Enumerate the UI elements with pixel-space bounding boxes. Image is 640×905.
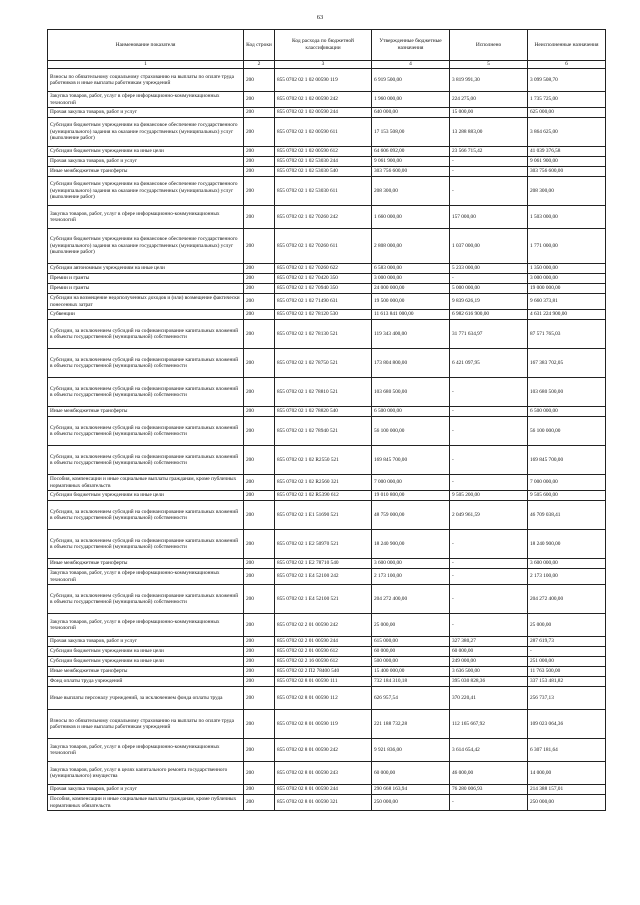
row-budget-code: 855 0702 02 1 02 78120 530 xyxy=(275,310,372,320)
table-row xyxy=(48,92,606,108)
table-row xyxy=(48,417,606,446)
column-number-row xyxy=(48,61,606,69)
row-budget-code: 855 0702 02 1 02 78940 521 xyxy=(275,417,372,446)
table-row xyxy=(48,614,606,637)
row-line-code: 200 xyxy=(244,118,275,147)
row-approved-amount: 626 957,54 xyxy=(372,687,450,710)
row-approved-amount: 6 919 500,00 xyxy=(372,69,450,92)
row-unexecuted-amount: 14 000,00 xyxy=(528,762,606,785)
row-line-code: 200 xyxy=(244,657,275,667)
row-executed-amount: - xyxy=(450,157,528,167)
row-indicator-name: Субсидии, за исключением субсидий на софинансирование капитальных вложений в объекты государственной (муниципальной) собственности xyxy=(48,378,244,407)
row-unexecuted-amount: 169 845 700,00 xyxy=(528,446,606,475)
row-unexecuted-amount: 3 099 508,70 xyxy=(528,69,606,92)
table-row xyxy=(48,491,606,501)
row-approved-amount: 64 606 092,00 xyxy=(372,147,450,157)
column-number: 5 xyxy=(450,61,528,69)
row-unexecuted-amount: 103 680 500,00 xyxy=(528,378,606,407)
row-indicator-name: Иные межбюджетные трансферты xyxy=(48,559,244,569)
row-executed-amount: - xyxy=(450,795,528,811)
row-unexecuted-amount: 287 619,73 xyxy=(528,637,606,647)
row-line-code: 200 xyxy=(244,108,275,118)
row-line-code: 200 xyxy=(244,349,275,378)
row-executed-amount: - xyxy=(450,559,528,569)
row-executed-amount: 395 030 828,36 xyxy=(450,677,528,687)
row-indicator-name: Пособия, компенсации и иные социальные выплаты гражданам, кроме публичных нормативных обязательств xyxy=(48,795,244,811)
row-executed-amount: 3 614 654,42 xyxy=(450,739,528,762)
row-approved-amount: 119 343 400,00 xyxy=(372,320,450,349)
row-unexecuted-amount: 9 061 900,00 xyxy=(528,157,606,167)
row-indicator-name: Иные межбюджетные трансферты xyxy=(48,667,244,677)
row-indicator-name: Субсидии автономным учреждениям на иные цели xyxy=(48,264,244,274)
row-indicator-name: Прочая закупка товаров, работ и услуг xyxy=(48,785,244,795)
row-approved-amount: 615 000,00 xyxy=(372,637,450,647)
row-budget-code: 855 0702 02 1 E4 52100 242 xyxy=(275,569,372,585)
table-row xyxy=(48,118,606,147)
row-line-code: 200 xyxy=(244,417,275,446)
table-row xyxy=(48,585,606,614)
table-row xyxy=(48,637,606,647)
column-number: 2 xyxy=(244,61,275,69)
row-executed-amount: 249 000,00 xyxy=(450,657,528,667)
row-indicator-name: Субсидии на возмещение недополученных доходов и (или) возмещение фактически понесенных затрат xyxy=(48,294,244,310)
table-body xyxy=(48,69,606,811)
row-indicator-name: Закупка товаров, работ, услуг в целях капитального ремонта государственного (муниципального) имущества xyxy=(48,762,244,785)
row-line-code: 200 xyxy=(244,147,275,157)
row-indicator-name: Субсидии бюджетным учреждениям на иные цели xyxy=(48,147,244,157)
row-unexecuted-amount: 337 153 481,82 xyxy=(528,677,606,687)
row-approved-amount: 17 153 508,00 xyxy=(372,118,450,147)
row-unexecuted-amount: 87 571 765,03 xyxy=(528,320,606,349)
row-budget-code: 855 0702 02 1 E2 50970 521 xyxy=(275,530,372,559)
row-executed-amount: 76 280 006,93 xyxy=(450,785,528,795)
row-executed-amount: 2 049 961,59 xyxy=(450,501,528,530)
row-line-code: 200 xyxy=(244,785,275,795)
row-executed-amount: 224 275,00 xyxy=(450,92,528,108)
row-budget-code: 855 0702 02 1 02 R2550 521 xyxy=(275,446,372,475)
row-indicator-name: Субсидии, за исключением субсидий на софинансирование капитальных вложений в объекты государственной (муниципальной) собственности xyxy=(48,530,244,559)
row-approved-amount: 208 300,00 xyxy=(372,177,450,206)
row-unexecuted-amount: 167 383 702,05 xyxy=(528,349,606,378)
row-executed-amount: - xyxy=(450,167,528,177)
budget-execution-table xyxy=(47,29,606,811)
table-row xyxy=(48,177,606,206)
row-budget-code: 855 0702 02 2 П2 78400 540 xyxy=(275,667,372,677)
row-approved-amount: 19 010 800,00 xyxy=(372,491,450,501)
row-line-code: 200 xyxy=(244,762,275,785)
row-executed-amount: 5 233 000,00 xyxy=(450,264,528,274)
row-line-code: 200 xyxy=(244,206,275,229)
row-executed-amount: 60 000,00 xyxy=(450,647,528,657)
row-executed-amount: - xyxy=(450,274,528,284)
row-unexecuted-amount: - xyxy=(528,647,606,657)
row-line-code: 200 xyxy=(244,69,275,92)
row-approved-amount: 9 921 836,00 xyxy=(372,739,450,762)
row-unexecuted-amount: 41 039 376,58 xyxy=(528,147,606,157)
row-indicator-name: Субвенции xyxy=(48,310,244,320)
row-budget-code: 855 0702 02 1 02 70260 622 xyxy=(275,264,372,274)
row-approved-amount: 169 845 700,00 xyxy=(372,446,450,475)
row-executed-amount: 327 380,27 xyxy=(450,637,528,647)
table-row xyxy=(48,569,606,585)
row-unexecuted-amount: 6 500 000,00 xyxy=(528,407,606,417)
row-line-code: 200 xyxy=(244,320,275,349)
table-row xyxy=(48,762,606,785)
row-budget-code: 855 0702 02 1 02 70260 242 xyxy=(275,206,372,229)
table-row xyxy=(48,69,606,92)
header-indicator-name: Наименование показателя xyxy=(48,30,244,61)
row-budget-code: 855 0702 02 8 01 00590 111 xyxy=(275,677,372,687)
row-unexecuted-amount: 204 272 400,00 xyxy=(528,585,606,614)
row-indicator-name: Субсидии бюджетным учреждениям на финансовое обеспечение государственного (муниципального) задания на оказание государственных (муниципальных) услуг (выполнение работ) xyxy=(48,177,244,206)
row-executed-amount: 157 000,00 xyxy=(450,206,528,229)
row-approved-amount: 60 000,00 xyxy=(372,647,450,657)
row-budget-code: 855 0702 02 1 02 00590 612 xyxy=(275,147,372,157)
row-executed-amount: 3 636 500,00 xyxy=(450,667,528,677)
page-number: 63 xyxy=(316,14,324,21)
row-approved-amount: 60 000,00 xyxy=(372,762,450,785)
row-line-code: 200 xyxy=(244,264,275,274)
row-executed-amount: 31 771 634,97 xyxy=(450,320,528,349)
row-unexecuted-amount: 4 631 224 900,00 xyxy=(528,310,606,320)
row-line-code: 200 xyxy=(244,378,275,407)
row-unexecuted-amount: 1 503 000,00 xyxy=(528,206,606,229)
row-unexecuted-amount: 11 763 500,00 xyxy=(528,667,606,677)
table-row xyxy=(48,229,606,264)
row-line-code: 200 xyxy=(244,157,275,167)
row-line-code: 200 xyxy=(244,310,275,320)
row-line-code: 200 xyxy=(244,585,275,614)
row-budget-code: 855 0702 02 1 E4 52100 521 xyxy=(275,585,372,614)
row-budget-code: 855 0702 02 1 02 78820 540 xyxy=(275,407,372,417)
row-indicator-name: Взносы по обязательному социальному страхованию на выплаты по оплате труда работников и иные выплаты работникам учреждений xyxy=(48,69,244,92)
row-approved-amount: 1 660 000,00 xyxy=(372,206,450,229)
row-indicator-name: Субсидии бюджетным учреждениям на иные цели xyxy=(48,657,244,667)
row-budget-code: 855 0702 02 2 01 00590 242 xyxy=(275,614,372,637)
row-executed-amount: - xyxy=(450,177,528,206)
row-indicator-name: Субсидии бюджетным учреждениям на иные цели xyxy=(48,491,244,501)
row-unexecuted-amount: 3 864 625,00 xyxy=(528,118,606,147)
row-budget-code: 855 0702 02 1 02 R2560 321 xyxy=(275,475,372,491)
row-line-code: 200 xyxy=(244,795,275,811)
row-unexecuted-amount: 1 735 725,00 xyxy=(528,92,606,108)
table-row xyxy=(48,294,606,310)
row-unexecuted-amount: 9 660 373,81 xyxy=(528,294,606,310)
row-budget-code: 855 0702 02 2 01 00590 244 xyxy=(275,637,372,647)
row-indicator-name: Премии и гранты xyxy=(48,284,244,294)
table-row xyxy=(48,530,606,559)
row-budget-code: 855 0702 02 1 02 78810 521 xyxy=(275,378,372,407)
row-executed-amount: - xyxy=(450,407,528,417)
row-budget-code: 855 0702 02 1 02 71490 631 xyxy=(275,294,372,310)
row-approved-amount: 173 804 800,00 xyxy=(372,349,450,378)
row-executed-amount: 6 982 616 900,00 xyxy=(450,310,528,320)
row-approved-amount: 1 960 000,00 xyxy=(372,92,450,108)
row-line-code: 200 xyxy=(244,559,275,569)
row-approved-amount: 3 000 000,00 xyxy=(372,274,450,284)
row-executed-amount: - xyxy=(450,530,528,559)
row-budget-code: 855 0702 02 1 02 78130 521 xyxy=(275,320,372,349)
row-unexecuted-amount: 625 000,00 xyxy=(528,108,606,118)
header-row xyxy=(48,30,606,61)
row-budget-code: 855 0702 02 1 02 53030 611 xyxy=(275,177,372,206)
row-budget-code: 855 0702 02 8 01 00590 119 xyxy=(275,710,372,739)
row-executed-amount: 9 839 626,19 xyxy=(450,294,528,310)
row-executed-amount: 46 000,00 xyxy=(450,762,528,785)
row-line-code: 200 xyxy=(244,647,275,657)
row-unexecuted-amount: 256 737,13 xyxy=(528,687,606,710)
table-row xyxy=(48,407,606,417)
row-line-code: 200 xyxy=(244,274,275,284)
row-budget-code: 855 0702 02 8 01 00590 244 xyxy=(275,785,372,795)
row-indicator-name: Субсидии бюджетным учреждениям на финансовое обеспечение государственного (муниципального) задания на оказание государственных (муниципальных) услуг (выполнение работ) xyxy=(48,118,244,147)
row-budget-code: 855 0702 02 1 02 00590 242 xyxy=(275,92,372,108)
row-budget-code: 855 0702 02 1 02 00590 244 xyxy=(275,108,372,118)
table-row xyxy=(48,284,606,294)
row-approved-amount: 7 000 000,00 xyxy=(372,475,450,491)
row-line-code: 200 xyxy=(244,229,275,264)
row-approved-amount: 3 600 000,00 xyxy=(372,559,450,569)
row-executed-amount: 15 000,00 xyxy=(450,108,528,118)
row-budget-code: 855 0702 02 1 02 53030 244 xyxy=(275,157,372,167)
column-number: 1 xyxy=(48,61,244,69)
row-unexecuted-amount: 1 771 000,00 xyxy=(528,229,606,264)
row-unexecuted-amount: 214 388 157,01 xyxy=(528,785,606,795)
table-row xyxy=(48,657,606,667)
row-approved-amount: 15 400 000,00 xyxy=(372,667,450,677)
header-unexecuted: Неисполненные назначения xyxy=(528,30,606,61)
row-unexecuted-amount: 303 756 600,00 xyxy=(528,167,606,177)
row-indicator-name: Закупка товаров, работ, услуг в сфере информационно-коммуникационных технологий xyxy=(48,569,244,585)
row-executed-amount: 23 566 715,42 xyxy=(450,147,528,157)
row-approved-amount: 204 272 400,00 xyxy=(372,585,450,614)
table-row xyxy=(48,559,606,569)
table-row xyxy=(48,274,606,284)
row-executed-amount: 13 288 883,00 xyxy=(450,118,528,147)
row-line-code: 200 xyxy=(244,501,275,530)
row-budget-code: 855 0702 02 1 02 78750 521 xyxy=(275,349,372,378)
row-line-code: 200 xyxy=(244,491,275,501)
header-budget-code: Код расхода по бюджетной классификации xyxy=(275,30,372,61)
table-row xyxy=(48,310,606,320)
row-budget-code: 855 0702 02 1 E2 78710 540 xyxy=(275,559,372,569)
table-row xyxy=(48,320,606,349)
row-line-code: 200 xyxy=(244,446,275,475)
row-executed-amount: - xyxy=(450,585,528,614)
table-row xyxy=(48,785,606,795)
row-approved-amount: 290 668 163,94 xyxy=(372,785,450,795)
row-executed-amount: - xyxy=(450,378,528,407)
row-indicator-name: Иные межбюджетные трансферты xyxy=(48,407,244,417)
row-approved-amount: 732 184 310,18 xyxy=(372,677,450,687)
row-indicator-name: Субсидии, за исключением субсидий на софинансирование капитальных вложений в объекты государственной (муниципальной) собственности xyxy=(48,349,244,378)
row-budget-code: 855 0702 02 1 02 R5390 612 xyxy=(275,491,372,501)
row-indicator-name: Субсидии бюджетным учреждениям на иные цели xyxy=(48,647,244,657)
row-approved-amount: 11 613 841 000,00 xyxy=(372,310,450,320)
table-row xyxy=(48,687,606,710)
table-row xyxy=(48,206,606,229)
row-executed-amount: 9 505 200,00 xyxy=(450,491,528,501)
row-unexecuted-amount: 1 350 000,00 xyxy=(528,264,606,274)
row-indicator-name: Иные выплаты персоналу учреждений, за исключением фонда оплаты труда xyxy=(48,687,244,710)
column-number: 3 xyxy=(275,61,372,69)
row-indicator-name: Прочая закупка товаров, работ и услуг xyxy=(48,108,244,118)
table-row xyxy=(48,378,606,407)
row-line-code: 200 xyxy=(244,687,275,710)
row-unexecuted-amount: 2 173 100,00 xyxy=(528,569,606,585)
row-unexecuted-amount: 25 000,00 xyxy=(528,614,606,637)
table-row xyxy=(48,795,606,811)
row-line-code: 200 xyxy=(244,177,275,206)
header-approved: Утвержденные бюджетные назначения xyxy=(372,30,450,61)
table-row xyxy=(48,157,606,167)
row-indicator-name: Пособия, компенсации и иные социальные выплаты гражданам, кроме публичных нормативных обязательств xyxy=(48,475,244,491)
table-row xyxy=(48,677,606,687)
row-approved-amount: 24 000 000,00 xyxy=(372,284,450,294)
row-indicator-name: Взносы по обязательному социальному страхованию на выплаты по оплате труда работников и иные выплаты работникам учреждений xyxy=(48,710,244,739)
row-indicator-name: Прочая закупка товаров, работ и услуг xyxy=(48,637,244,647)
row-indicator-name: Субсидии, за исключением субсидий на софинансирование капитальных вложений в объекты государственной (муниципальной) собственности xyxy=(48,585,244,614)
row-indicator-name: Субсидии, за исключением субсидий на софинансирование капитальных вложений в объекты государственной (муниципальной) собственности xyxy=(48,501,244,530)
row-unexecuted-amount: 251 000,00 xyxy=(528,657,606,667)
row-unexecuted-amount: 19 000 000,00 xyxy=(528,284,606,294)
row-budget-code: 855 0702 02 2 01 00590 612 xyxy=(275,647,372,657)
table-row xyxy=(48,349,606,378)
row-budget-code: 855 0702 02 8 01 00590 112 xyxy=(275,687,372,710)
row-executed-amount: 6 421 097,95 xyxy=(450,349,528,378)
row-indicator-name: Премии и гранты xyxy=(48,274,244,284)
row-approved-amount: 25 000,00 xyxy=(372,614,450,637)
row-indicator-name: Субсидии бюджетным учреждениям на финансовое обеспечение государственного (муниципального) задания на оказание государственных (муниципальных) услуг (выполнение работ) xyxy=(48,229,244,264)
row-unexecuted-amount: 9 505 600,00 xyxy=(528,491,606,501)
row-approved-amount: 6 583 000,00 xyxy=(372,264,450,274)
row-executed-amount: 370 220,41 xyxy=(450,687,528,710)
table-row xyxy=(48,647,606,657)
row-approved-amount: 56 100 000,00 xyxy=(372,417,450,446)
table-row xyxy=(48,108,606,118)
row-budget-code: 855 0702 02 1 02 53030 540 xyxy=(275,167,372,177)
row-executed-amount: 3 819 991,30 xyxy=(450,69,528,92)
row-approved-amount: 640 000,00 xyxy=(372,108,450,118)
row-budget-code: 855 0702 02 1 02 70260 611 xyxy=(275,229,372,264)
row-indicator-name: Субсидии, за исключением субсидий на софинансирование капитальных вложений в объекты государственной (муниципальной) собственности xyxy=(48,446,244,475)
table-row xyxy=(48,739,606,762)
row-unexecuted-amount: 18 240 900,00 xyxy=(528,530,606,559)
column-number: 4 xyxy=(372,61,450,69)
row-approved-amount: 221 188 732,28 xyxy=(372,710,450,739)
table-row xyxy=(48,475,606,491)
row-line-code: 200 xyxy=(244,92,275,108)
row-line-code: 200 xyxy=(244,167,275,177)
row-line-code: 200 xyxy=(244,530,275,559)
row-approved-amount: 2 173 100,00 xyxy=(372,569,450,585)
table-row xyxy=(48,667,606,677)
row-executed-amount: 5 000 000,00 xyxy=(450,284,528,294)
row-executed-amount: - xyxy=(450,417,528,446)
table-row xyxy=(48,501,606,530)
row-unexecuted-amount: 3 600 000,00 xyxy=(528,559,606,569)
table-row xyxy=(48,446,606,475)
row-approved-amount: 2 808 000,00 xyxy=(372,229,450,264)
row-approved-amount: 48 759 000,00 xyxy=(372,501,450,530)
row-unexecuted-amount: 208 300,00 xyxy=(528,177,606,206)
row-indicator-name: Закупка товаров, работ, услуг в сфере информационно-коммуникационных технологий xyxy=(48,614,244,637)
row-approved-amount: 303 756 600,00 xyxy=(372,167,450,177)
row-approved-amount: 18 240 900,00 xyxy=(372,530,450,559)
row-unexecuted-amount: 56 100 000,00 xyxy=(528,417,606,446)
row-budget-code: 855 0702 02 1 02 70420 350 xyxy=(275,274,372,284)
row-line-code: 200 xyxy=(244,284,275,294)
row-budget-code: 855 0702 02 1 02 00590 611 xyxy=(275,118,372,147)
row-line-code: 200 xyxy=(244,407,275,417)
row-approved-amount: 9 061 900,00 xyxy=(372,157,450,167)
row-unexecuted-amount: 6 307 181,64 xyxy=(528,739,606,762)
row-line-code: 200 xyxy=(244,569,275,585)
row-executed-amount: - xyxy=(450,569,528,585)
row-indicator-name: Прочая закупка товаров, работ и услуг xyxy=(48,157,244,167)
row-unexecuted-amount: 46 709 038,41 xyxy=(528,501,606,530)
row-budget-code: 855 0702 02 1 02 70940 350 xyxy=(275,284,372,294)
row-executed-amount: 1 037 000,00 xyxy=(450,229,528,264)
row-line-code: 200 xyxy=(244,677,275,687)
row-line-code: 200 xyxy=(244,710,275,739)
table-row xyxy=(48,147,606,157)
row-executed-amount: 112 165 667,92 xyxy=(450,710,528,739)
row-indicator-name: Закупка товаров, работ, услуг в сфере информационно-коммуникационных технологий xyxy=(48,92,244,108)
row-line-code: 200 xyxy=(244,614,275,637)
row-unexecuted-amount: 109 023 064,36 xyxy=(528,710,606,739)
table-row xyxy=(48,167,606,177)
row-budget-code: 855 0702 02 1 02 00590 119 xyxy=(275,69,372,92)
row-budget-code: 855 0702 02 8 01 00590 243 xyxy=(275,762,372,785)
row-budget-code: 855 0702 02 2 16 00590 612 xyxy=(275,657,372,667)
row-unexecuted-amount: 7 000 000,00 xyxy=(528,475,606,491)
column-number: 6 xyxy=(528,61,606,69)
row-budget-code: 855 0702 02 1 E1 51690 521 xyxy=(275,501,372,530)
row-line-code: 200 xyxy=(244,637,275,647)
table-row xyxy=(48,264,606,274)
row-indicator-name: Фонд оплаты труда учреждений xyxy=(48,677,244,687)
row-approved-amount: 6 500 000,00 xyxy=(372,407,450,417)
row-indicator-name: Закупка товаров, работ, услуг в сфере информационно-коммуникационных технологий xyxy=(48,206,244,229)
row-executed-amount: - xyxy=(450,614,528,637)
row-line-code: 200 xyxy=(244,739,275,762)
row-indicator-name: Иные межбюджетные трансферты xyxy=(48,167,244,177)
table-row xyxy=(48,710,606,739)
row-approved-amount: 500 000,00 xyxy=(372,657,450,667)
row-approved-amount: 103 680 500,00 xyxy=(372,378,450,407)
row-indicator-name: Субсидии, за исключением субсидий на софинансирование капитальных вложений в объекты государственной (муниципальной) собственности xyxy=(48,320,244,349)
row-budget-code: 855 0702 02 8 01 00590 242 xyxy=(275,739,372,762)
row-approved-amount: 250 000,00 xyxy=(372,795,450,811)
header-line-code: Код строки xyxy=(244,30,275,61)
row-line-code: 200 xyxy=(244,294,275,310)
row-approved-amount: 19 500 000,00 xyxy=(372,294,450,310)
row-line-code: 200 xyxy=(244,667,275,677)
row-executed-amount: - xyxy=(450,446,528,475)
row-executed-amount: - xyxy=(450,475,528,491)
row-unexecuted-amount: 3 000 000,00 xyxy=(528,274,606,284)
row-line-code: 200 xyxy=(244,475,275,491)
row-indicator-name: Закупка товаров, работ, услуг в сфере информационно-коммуникационных технологий xyxy=(48,739,244,762)
row-indicator-name: Субсидии, за исключением субсидий на софинансирование капитальных вложений в объекты государственной (муниципальной) собственности xyxy=(48,417,244,446)
row-unexecuted-amount: 250 000,00 xyxy=(528,795,606,811)
header-executed: Исполнено xyxy=(450,30,528,61)
row-budget-code: 855 0702 02 8 01 00590 321 xyxy=(275,795,372,811)
